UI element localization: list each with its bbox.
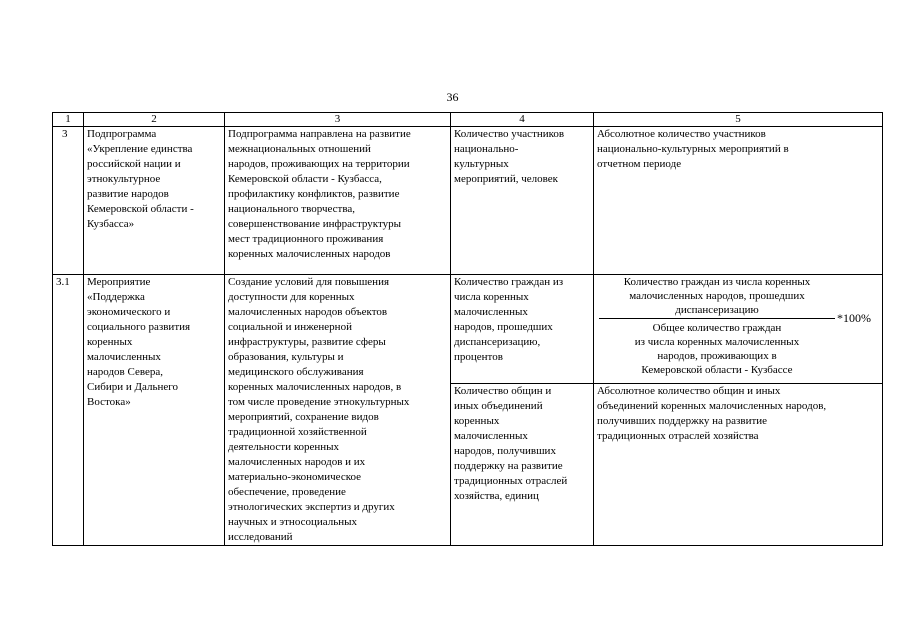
indicators-table xyxy=(52,112,883,546)
formula-factor: *100% xyxy=(837,311,871,325)
calculation-method: Абсолютное количество общин и иных объединений коренных малочисленных народов, получивших поддержку на развитие традиционных отраслей хозяйства xyxy=(594,383,883,545)
calculation-formula xyxy=(594,275,883,384)
page-number: 36 xyxy=(446,90,459,104)
column-number-1: 1 xyxy=(53,113,84,127)
measure-name: Мероприятие «Поддержка экономического и социального развития коренных малочисленных народов Севера, Сибири и Дальнего Востока» xyxy=(84,275,225,546)
column-number-3: 3 xyxy=(225,113,451,127)
program-description: Подпрограмма направлена на развитие межнациональных отношений народов, проживающих на территории Кемеровской области - Кузбасса, профилактику конфликтов, развитие национального творчества, совершенствование инфраструктуры мест традиционного проживания коренных малочисленных народов xyxy=(225,127,451,275)
indicator-name: Количество общин и иных объединений коренных малочисленных народов, получивших поддержку на развитие традиционных отраслей хозяйства, единиц xyxy=(451,383,594,545)
column-number-2: 2 xyxy=(84,113,225,127)
indicator-name: Количество участников национально- культурных мероприятий, человек xyxy=(451,127,594,275)
formula-numerator: Количество граждан из числа коренных малочисленных народов, прошедших диспансеризацию xyxy=(623,276,811,316)
row-number: 3.1 xyxy=(53,275,84,546)
column-number-4: 4 xyxy=(451,113,594,127)
row-number: 3 xyxy=(53,127,84,275)
measure-description: Создание условий для повышения доступности для коренных малочисленных народов объектов социальной и инженерной инфраструктуры, развитие сферы образования, культуры и медицинского обслуживания коренных малочисленных народов, в том числе проведение этнокультурных мероприятий, сохранение видов традиционной хозяйственной деятельности коренных малочисленных народов и их материально-экономическое обеспечение, проведение этнологических экспертиз и других научных и этносоциальных исследований xyxy=(225,275,451,546)
column-number-row xyxy=(53,113,883,127)
fraction-formula xyxy=(597,275,879,379)
indicator-name: Количество граждан из числа коренных малочисленных народов, прошедших диспансеризацию, процентов xyxy=(451,275,594,384)
fraction-line xyxy=(599,318,835,319)
column-number-5: 5 xyxy=(594,113,883,127)
calculation-method: Абсолютное количество участников национально-культурных мероприятий в отчетном периоде xyxy=(594,127,883,275)
table-row-measure xyxy=(53,275,883,384)
program-name: Подпрограмма «Укрепление единства российской нации и этнокультурное развитие народов Кемеровской области - Кузбасса» xyxy=(84,127,225,275)
table-row-subprogram xyxy=(53,127,883,275)
formula-denominator: Общее количество граждан из числа коренных малочисленных народов, проживающих в Кемеровской области - Кузбассе xyxy=(634,322,800,376)
